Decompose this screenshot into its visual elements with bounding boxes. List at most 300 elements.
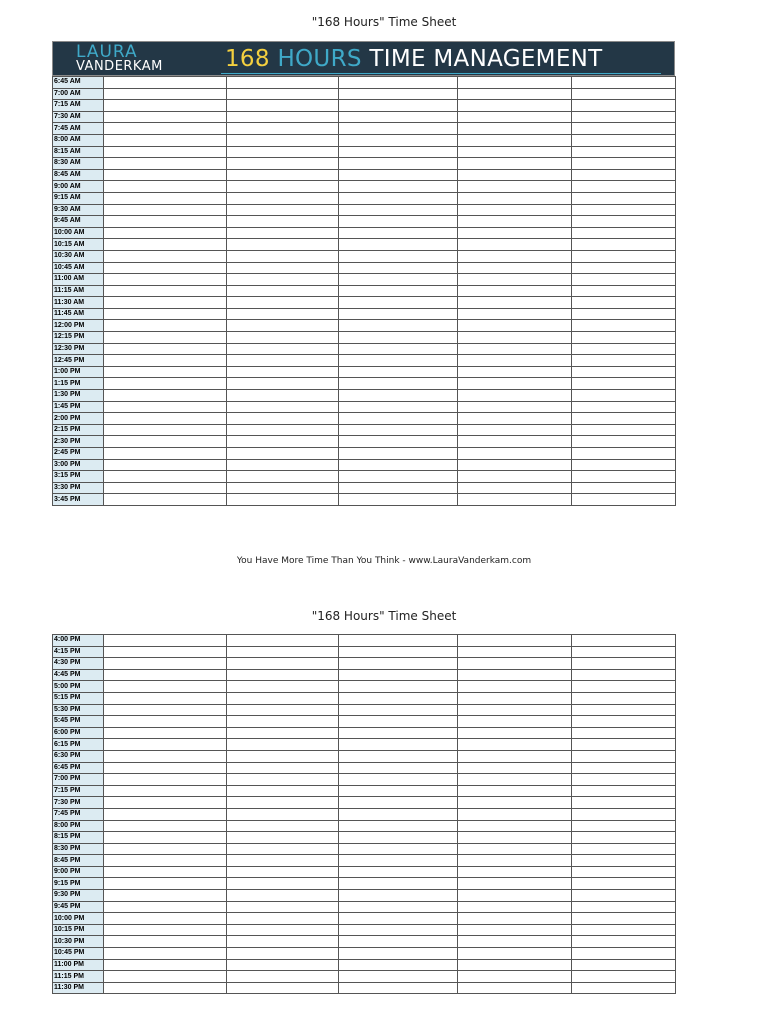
entry-cell[interactable]	[104, 216, 227, 228]
entry-cell[interactable]	[339, 762, 458, 774]
entry-cell[interactable]	[572, 343, 676, 355]
entry-cell[interactable]	[227, 343, 339, 355]
entry-cell[interactable]	[104, 471, 227, 483]
entry-cell[interactable]	[458, 239, 572, 251]
entry-cell[interactable]	[458, 716, 572, 728]
entry-cell[interactable]	[104, 274, 227, 286]
entry-cell[interactable]	[572, 239, 676, 251]
entry-cell[interactable]	[339, 482, 458, 494]
entry-cell[interactable]	[339, 669, 458, 681]
entry-cell[interactable]	[339, 332, 458, 344]
entry-cell[interactable]	[572, 669, 676, 681]
entry-cell[interactable]	[104, 658, 227, 670]
entry-cell[interactable]	[227, 658, 339, 670]
entry-cell[interactable]	[227, 866, 339, 878]
entry-cell[interactable]	[339, 727, 458, 739]
entry-cell[interactable]	[572, 704, 676, 716]
entry-cell[interactable]	[458, 459, 572, 471]
entry-cell[interactable]	[572, 890, 676, 902]
entry-cell[interactable]	[227, 924, 339, 936]
entry-cell[interactable]	[104, 739, 227, 751]
entry-cell[interactable]	[227, 181, 339, 193]
entry-cell[interactable]	[458, 134, 572, 146]
entry-cell[interactable]	[104, 750, 227, 762]
entry-cell[interactable]	[104, 169, 227, 181]
entry-cell[interactable]	[227, 308, 339, 320]
entry-cell[interactable]	[572, 785, 676, 797]
entry-cell[interactable]	[458, 901, 572, 913]
entry-cell[interactable]	[227, 774, 339, 786]
entry-cell[interactable]	[104, 146, 227, 158]
entry-cell[interactable]	[458, 820, 572, 832]
entry-cell[interactable]	[458, 123, 572, 135]
entry-cell[interactable]	[458, 635, 572, 647]
entry-cell[interactable]	[339, 924, 458, 936]
entry-cell[interactable]	[227, 424, 339, 436]
entry-cell[interactable]	[104, 808, 227, 820]
entry-cell[interactable]	[339, 204, 458, 216]
entry-cell[interactable]	[458, 320, 572, 332]
entry-cell[interactable]	[572, 77, 676, 89]
entry-cell[interactable]	[104, 704, 227, 716]
entry-cell[interactable]	[339, 134, 458, 146]
entry-cell[interactable]	[339, 424, 458, 436]
entry-cell[interactable]	[104, 366, 227, 378]
entry-cell[interactable]	[104, 308, 227, 320]
entry-cell[interactable]	[227, 797, 339, 809]
entry-cell[interactable]	[104, 681, 227, 693]
entry-cell[interactable]	[572, 169, 676, 181]
entry-cell[interactable]	[227, 77, 339, 89]
entry-cell[interactable]	[339, 250, 458, 262]
entry-cell[interactable]	[227, 100, 339, 112]
entry-cell[interactable]	[339, 878, 458, 890]
entry-cell[interactable]	[572, 797, 676, 809]
entry-cell[interactable]	[458, 704, 572, 716]
entry-cell[interactable]	[339, 982, 458, 994]
entry-cell[interactable]	[104, 250, 227, 262]
entry-cell[interactable]	[458, 669, 572, 681]
entry-cell[interactable]	[572, 134, 676, 146]
entry-cell[interactable]	[227, 808, 339, 820]
entry-cell[interactable]	[104, 378, 227, 390]
entry-cell[interactable]	[458, 982, 572, 994]
entry-cell[interactable]	[572, 181, 676, 193]
entry-cell[interactable]	[104, 716, 227, 728]
entry-cell[interactable]	[458, 390, 572, 402]
entry-cell[interactable]	[458, 832, 572, 844]
entry-cell[interactable]	[572, 681, 676, 693]
entry-cell[interactable]	[458, 88, 572, 100]
entry-cell[interactable]	[458, 762, 572, 774]
entry-cell[interactable]	[458, 343, 572, 355]
entry-cell[interactable]	[339, 262, 458, 274]
entry-cell[interactable]	[227, 716, 339, 728]
entry-cell[interactable]	[339, 158, 458, 170]
entry-cell[interactable]	[458, 181, 572, 193]
entry-cell[interactable]	[339, 88, 458, 100]
entry-cell[interactable]	[104, 111, 227, 123]
entry-cell[interactable]	[572, 262, 676, 274]
entry-cell[interactable]	[572, 158, 676, 170]
entry-cell[interactable]	[104, 982, 227, 994]
entry-cell[interactable]	[104, 494, 227, 506]
entry-cell[interactable]	[458, 413, 572, 425]
entry-cell[interactable]	[227, 750, 339, 762]
entry-cell[interactable]	[458, 448, 572, 460]
entry-cell[interactable]	[572, 88, 676, 100]
entry-cell[interactable]	[339, 820, 458, 832]
entry-cell[interactable]	[572, 635, 676, 647]
entry-cell[interactable]	[458, 297, 572, 309]
entry-cell[interactable]	[104, 774, 227, 786]
entry-cell[interactable]	[339, 390, 458, 402]
entry-cell[interactable]	[572, 808, 676, 820]
entry-cell[interactable]	[227, 878, 339, 890]
entry-cell[interactable]	[458, 855, 572, 867]
entry-cell[interactable]	[458, 750, 572, 762]
entry-cell[interactable]	[572, 204, 676, 216]
entry-cell[interactable]	[227, 901, 339, 913]
entry-cell[interactable]	[339, 890, 458, 902]
entry-cell[interactable]	[227, 494, 339, 506]
entry-cell[interactable]	[339, 343, 458, 355]
entry-cell[interactable]	[227, 959, 339, 971]
entry-cell[interactable]	[227, 111, 339, 123]
entry-cell[interactable]	[572, 100, 676, 112]
entry-cell[interactable]	[339, 704, 458, 716]
entry-cell[interactable]	[339, 239, 458, 251]
entry-cell[interactable]	[458, 658, 572, 670]
entry-cell[interactable]	[572, 366, 676, 378]
entry-cell[interactable]	[227, 471, 339, 483]
entry-cell[interactable]	[458, 739, 572, 751]
entry-cell[interactable]	[104, 297, 227, 309]
entry-cell[interactable]	[339, 436, 458, 448]
entry-cell[interactable]	[104, 785, 227, 797]
entry-cell[interactable]	[227, 227, 339, 239]
entry-cell[interactable]	[104, 855, 227, 867]
entry-cell[interactable]	[227, 320, 339, 332]
entry-cell[interactable]	[227, 971, 339, 983]
entry-cell[interactable]	[104, 424, 227, 436]
entry-cell[interactable]	[572, 355, 676, 367]
entry-cell[interactable]	[227, 669, 339, 681]
entry-cell[interactable]	[104, 866, 227, 878]
entry-cell[interactable]	[339, 658, 458, 670]
entry-cell[interactable]	[227, 739, 339, 751]
entry-cell[interactable]	[339, 866, 458, 878]
entry-cell[interactable]	[458, 100, 572, 112]
entry-cell[interactable]	[339, 948, 458, 960]
entry-cell[interactable]	[572, 308, 676, 320]
entry-cell[interactable]	[104, 123, 227, 135]
entry-cell[interactable]	[339, 285, 458, 297]
entry-cell[interactable]	[227, 146, 339, 158]
entry-cell[interactable]	[104, 448, 227, 460]
entry-cell[interactable]	[458, 436, 572, 448]
entry-cell[interactable]	[572, 401, 676, 413]
entry-cell[interactable]	[458, 971, 572, 983]
entry-cell[interactable]	[458, 936, 572, 948]
entry-cell[interactable]	[572, 692, 676, 704]
entry-cell[interactable]	[339, 274, 458, 286]
entry-cell[interactable]	[339, 216, 458, 228]
entry-cell[interactable]	[227, 169, 339, 181]
entry-cell[interactable]	[572, 123, 676, 135]
entry-cell[interactable]	[572, 436, 676, 448]
entry-cell[interactable]	[339, 401, 458, 413]
entry-cell[interactable]	[227, 936, 339, 948]
entry-cell[interactable]	[104, 482, 227, 494]
entry-cell[interactable]	[104, 901, 227, 913]
entry-cell[interactable]	[104, 727, 227, 739]
entry-cell[interactable]	[227, 635, 339, 647]
entry-cell[interactable]	[227, 413, 339, 425]
entry-cell[interactable]	[572, 285, 676, 297]
entry-cell[interactable]	[572, 658, 676, 670]
entry-cell[interactable]	[572, 297, 676, 309]
entry-cell[interactable]	[458, 843, 572, 855]
entry-cell[interactable]	[572, 750, 676, 762]
entry-cell[interactable]	[104, 320, 227, 332]
entry-cell[interactable]	[458, 274, 572, 286]
entry-cell[interactable]	[104, 635, 227, 647]
entry-cell[interactable]	[572, 216, 676, 228]
entry-cell[interactable]	[458, 262, 572, 274]
entry-cell[interactable]	[339, 448, 458, 460]
entry-cell[interactable]	[227, 204, 339, 216]
entry-cell[interactable]	[339, 808, 458, 820]
entry-cell[interactable]	[339, 320, 458, 332]
entry-cell[interactable]	[458, 308, 572, 320]
entry-cell[interactable]	[104, 890, 227, 902]
entry-cell[interactable]	[458, 482, 572, 494]
entry-cell[interactable]	[227, 134, 339, 146]
entry-cell[interactable]	[104, 262, 227, 274]
entry-cell[interactable]	[572, 855, 676, 867]
entry-cell[interactable]	[572, 459, 676, 471]
entry-cell[interactable]	[104, 134, 227, 146]
entry-cell[interactable]	[104, 820, 227, 832]
entry-cell[interactable]	[572, 320, 676, 332]
entry-cell[interactable]	[339, 739, 458, 751]
entry-cell[interactable]	[227, 192, 339, 204]
entry-cell[interactable]	[458, 250, 572, 262]
entry-cell[interactable]	[572, 646, 676, 658]
entry-cell[interactable]	[572, 982, 676, 994]
entry-cell[interactable]	[572, 448, 676, 460]
entry-cell[interactable]	[227, 843, 339, 855]
entry-cell[interactable]	[227, 216, 339, 228]
entry-cell[interactable]	[572, 774, 676, 786]
entry-cell[interactable]	[104, 401, 227, 413]
entry-cell[interactable]	[104, 436, 227, 448]
entry-cell[interactable]	[458, 924, 572, 936]
entry-cell[interactable]	[572, 274, 676, 286]
entry-cell[interactable]	[227, 832, 339, 844]
entry-cell[interactable]	[458, 913, 572, 925]
entry-cell[interactable]	[104, 669, 227, 681]
entry-cell[interactable]	[572, 739, 676, 751]
entry-cell[interactable]	[458, 204, 572, 216]
entry-cell[interactable]	[104, 390, 227, 402]
entry-cell[interactable]	[104, 204, 227, 216]
entry-cell[interactable]	[339, 750, 458, 762]
entry-cell[interactable]	[572, 494, 676, 506]
entry-cell[interactable]	[339, 308, 458, 320]
entry-cell[interactable]	[572, 192, 676, 204]
entry-cell[interactable]	[572, 332, 676, 344]
entry-cell[interactable]	[458, 774, 572, 786]
entry-cell[interactable]	[572, 878, 676, 890]
entry-cell[interactable]	[227, 948, 339, 960]
entry-cell[interactable]	[458, 366, 572, 378]
entry-cell[interactable]	[458, 646, 572, 658]
entry-cell[interactable]	[104, 413, 227, 425]
entry-cell[interactable]	[458, 401, 572, 413]
entry-cell[interactable]	[104, 948, 227, 960]
entry-cell[interactable]	[339, 681, 458, 693]
entry-cell[interactable]	[458, 111, 572, 123]
entry-cell[interactable]	[104, 158, 227, 170]
entry-cell[interactable]	[339, 297, 458, 309]
entry-cell[interactable]	[458, 681, 572, 693]
entry-cell[interactable]	[339, 832, 458, 844]
entry-cell[interactable]	[458, 216, 572, 228]
entry-cell[interactable]	[339, 936, 458, 948]
entry-cell[interactable]	[104, 878, 227, 890]
entry-cell[interactable]	[458, 332, 572, 344]
entry-cell[interactable]	[339, 959, 458, 971]
entry-cell[interactable]	[339, 123, 458, 135]
entry-cell[interactable]	[227, 378, 339, 390]
entry-cell[interactable]	[104, 459, 227, 471]
entry-cell[interactable]	[572, 413, 676, 425]
entry-cell[interactable]	[339, 181, 458, 193]
entry-cell[interactable]	[104, 797, 227, 809]
entry-cell[interactable]	[339, 413, 458, 425]
entry-cell[interactable]	[104, 227, 227, 239]
entry-cell[interactable]	[339, 77, 458, 89]
entry-cell[interactable]	[458, 878, 572, 890]
entry-cell[interactable]	[104, 832, 227, 844]
entry-cell[interactable]	[458, 227, 572, 239]
entry-cell[interactable]	[227, 274, 339, 286]
entry-cell[interactable]	[227, 366, 339, 378]
entry-cell[interactable]	[104, 285, 227, 297]
entry-cell[interactable]	[458, 146, 572, 158]
entry-cell[interactable]	[458, 158, 572, 170]
entry-cell[interactable]	[227, 401, 339, 413]
entry-cell[interactable]	[227, 332, 339, 344]
entry-cell[interactable]	[339, 192, 458, 204]
entry-cell[interactable]	[572, 250, 676, 262]
entry-cell[interactable]	[104, 692, 227, 704]
entry-cell[interactable]	[572, 959, 676, 971]
entry-cell[interactable]	[227, 890, 339, 902]
entry-cell[interactable]	[227, 855, 339, 867]
entry-cell[interactable]	[104, 924, 227, 936]
entry-cell[interactable]	[104, 355, 227, 367]
entry-cell[interactable]	[339, 366, 458, 378]
entry-cell[interactable]	[572, 424, 676, 436]
entry-cell[interactable]	[572, 390, 676, 402]
entry-cell[interactable]	[227, 436, 339, 448]
entry-cell[interactable]	[227, 913, 339, 925]
entry-cell[interactable]	[572, 936, 676, 948]
entry-cell[interactable]	[104, 959, 227, 971]
entry-cell[interactable]	[104, 913, 227, 925]
entry-cell[interactable]	[339, 355, 458, 367]
entry-cell[interactable]	[458, 866, 572, 878]
entry-cell[interactable]	[339, 378, 458, 390]
entry-cell[interactable]	[458, 471, 572, 483]
entry-cell[interactable]	[572, 866, 676, 878]
entry-cell[interactable]	[227, 88, 339, 100]
entry-cell[interactable]	[572, 971, 676, 983]
entry-cell[interactable]	[227, 646, 339, 658]
entry-cell[interactable]	[104, 646, 227, 658]
entry-cell[interactable]	[104, 332, 227, 344]
entry-cell[interactable]	[572, 482, 676, 494]
entry-cell[interactable]	[572, 913, 676, 925]
entry-cell[interactable]	[104, 88, 227, 100]
entry-cell[interactable]	[339, 146, 458, 158]
entry-cell[interactable]	[339, 471, 458, 483]
entry-cell[interactable]	[227, 250, 339, 262]
entry-cell[interactable]	[227, 982, 339, 994]
entry-cell[interactable]	[227, 681, 339, 693]
entry-cell[interactable]	[339, 646, 458, 658]
entry-cell[interactable]	[572, 146, 676, 158]
entry-cell[interactable]	[227, 448, 339, 460]
entry-cell[interactable]	[227, 262, 339, 274]
entry-cell[interactable]	[339, 774, 458, 786]
entry-cell[interactable]	[339, 901, 458, 913]
entry-cell[interactable]	[458, 378, 572, 390]
entry-cell[interactable]	[104, 762, 227, 774]
entry-cell[interactable]	[227, 158, 339, 170]
entry-cell[interactable]	[458, 727, 572, 739]
entry-cell[interactable]	[227, 285, 339, 297]
entry-cell[interactable]	[227, 692, 339, 704]
entry-cell[interactable]	[227, 704, 339, 716]
entry-cell[interactable]	[104, 936, 227, 948]
entry-cell[interactable]	[458, 355, 572, 367]
entry-cell[interactable]	[458, 77, 572, 89]
entry-cell[interactable]	[339, 169, 458, 181]
entry-cell[interactable]	[339, 692, 458, 704]
entry-cell[interactable]	[227, 239, 339, 251]
entry-cell[interactable]	[572, 924, 676, 936]
entry-cell[interactable]	[227, 482, 339, 494]
entry-cell[interactable]	[458, 785, 572, 797]
entry-cell[interactable]	[227, 785, 339, 797]
entry-cell[interactable]	[458, 692, 572, 704]
entry-cell[interactable]	[227, 762, 339, 774]
entry-cell[interactable]	[458, 797, 572, 809]
entry-cell[interactable]	[104, 343, 227, 355]
entry-cell[interactable]	[458, 424, 572, 436]
entry-cell[interactable]	[339, 797, 458, 809]
entry-cell[interactable]	[104, 77, 227, 89]
entry-cell[interactable]	[458, 169, 572, 181]
entry-cell[interactable]	[339, 227, 458, 239]
entry-cell[interactable]	[572, 820, 676, 832]
entry-cell[interactable]	[339, 459, 458, 471]
entry-cell[interactable]	[104, 239, 227, 251]
